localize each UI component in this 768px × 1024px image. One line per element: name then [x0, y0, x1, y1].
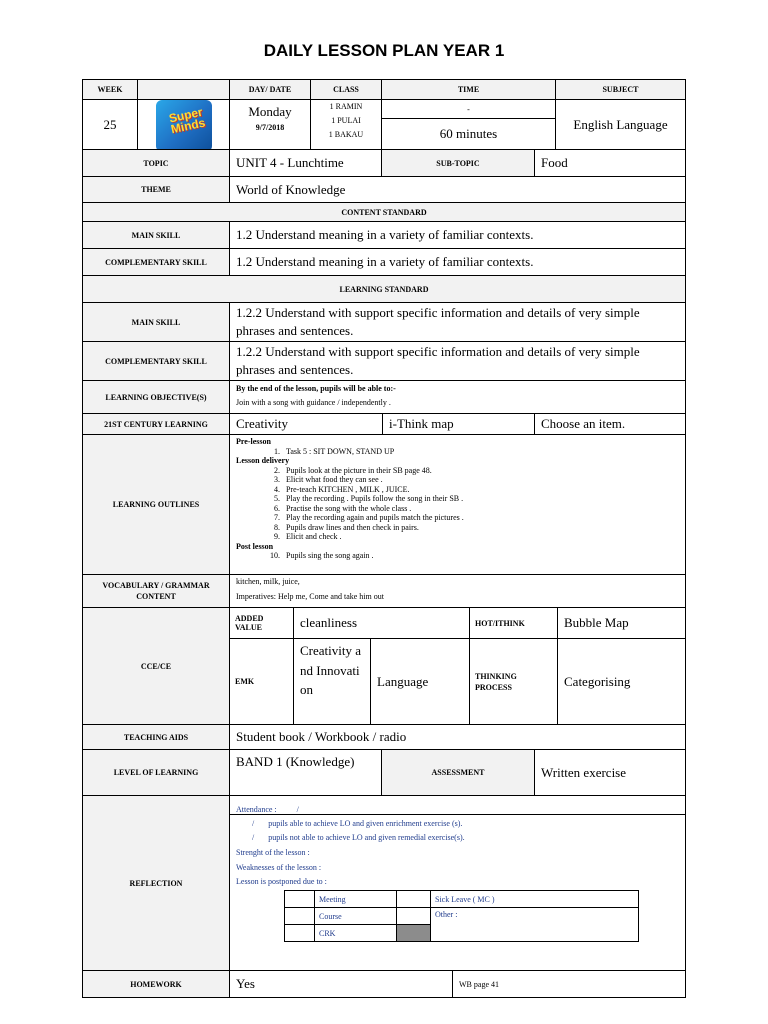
day-value: Monday	[248, 104, 292, 119]
time-value: 60 minutes	[381, 118, 556, 150]
c21-label: 21ST CENTURY LEARNING	[82, 413, 230, 435]
emk-creativity: Creativity and Innovation	[293, 638, 371, 725]
strength: Strenght of the lesson :	[236, 848, 310, 857]
c21-ithink: i-Think map	[382, 413, 535, 435]
homework-ref: WB page 41	[452, 970, 686, 998]
crk-label: CRK	[315, 925, 397, 942]
outline-item: 2. Pupils look at the picture in their SB page 48.	[274, 465, 432, 475]
lo-achieved: / pupils able to achieve LO and given enrichment exercise (s).	[252, 819, 463, 828]
c21-creativity: Creativity	[229, 413, 383, 435]
course-label: Course	[315, 908, 397, 925]
outline-item: 8. Pupils draw lines and then check in pairs.	[274, 522, 419, 532]
content-complementary-label: COMPLEMENTARY SKILL	[82, 248, 230, 276]
attendance-cell	[229, 795, 686, 815]
reflection-notes-cell	[229, 814, 686, 971]
added-value: cleanliness	[293, 607, 470, 639]
theme-value: World of Knowledge	[229, 176, 686, 203]
lo-not-achieved: / pupils not able to achieve LO and given remedial exercise(s).	[252, 833, 465, 842]
cce-label: CCE/CE	[82, 607, 230, 725]
attendance-slash: /	[296, 805, 299, 814]
objective-cell	[229, 380, 686, 414]
assessment-value: Written exercise	[534, 749, 686, 796]
outline-item: 9. Elicit and check .	[274, 532, 342, 541]
vocab-label: VOCABULARY / GRAMMAR CONTENT	[82, 574, 230, 608]
logo-header-cell	[137, 79, 230, 100]
class-item: 1 PULAI	[331, 116, 361, 125]
topic-value: UNIT 4 - Lunchtime	[229, 149, 382, 177]
aids-label: TEACHING AIDS	[82, 724, 230, 750]
lesson-plan-grid	[82, 79, 686, 999]
theme-label: THEME	[82, 176, 230, 203]
aids-value: Student book / Workbook / radio	[229, 724, 686, 750]
class-header: CLASS	[310, 79, 382, 100]
ls-complementary-value: 1.2.2 Understand with support specific information and details of very simple phrases and sentences.	[229, 341, 686, 381]
meeting-checkbox[interactable]	[285, 891, 315, 908]
topic-label: TOPIC	[82, 149, 230, 177]
ls-complementary-label: COMPLEMENTARY SKILL	[82, 341, 230, 381]
level-value: BAND 1 (Knowledge)	[229, 749, 382, 796]
outline-item: 3. Elicit what food they can see .	[274, 475, 383, 484]
other-checkbox[interactable]	[397, 908, 431, 925]
content-complementary-value: 1.2 Understand meaning in a variety of familiar contexts.	[229, 248, 686, 276]
homework-label: HOMEWORK	[82, 970, 230, 998]
postponed: Lesson is postponed due to :	[236, 877, 327, 886]
sick-leave-label: Sick Leave ( MC )	[431, 891, 639, 908]
day-header: DAY/ DATE	[229, 79, 311, 100]
emk-language: Language	[370, 638, 470, 725]
crk-checkbox[interactable]	[285, 925, 315, 942]
outline-item: 4. Pre-teach KITCHEN , MILK , JUICE.	[274, 484, 410, 494]
hot-label: HOT/ITHINK	[469, 607, 558, 639]
subtopic-value: Food	[534, 149, 686, 177]
lesson-delivery-heading: Lesson delivery	[236, 456, 290, 465]
other-label: Other :	[431, 908, 639, 942]
outline-item: 1. Task 5 : SIT DOWN, STAND UP	[274, 446, 395, 456]
page-title: DAILY LESSON PLAN YEAR 1	[263, 41, 505, 60]
attendance-label: Attendance :	[236, 805, 277, 814]
learning-standard-band: LEARNING STANDARD	[82, 275, 686, 303]
course-checkbox[interactable]	[285, 908, 315, 925]
ls-main-skill-label: MAIN SKILL	[82, 302, 230, 342]
sick-checkbox[interactable]	[397, 891, 431, 908]
objective-text: Join with a song with guidance / independently .	[236, 398, 391, 407]
class-list-cell	[310, 99, 382, 150]
subtopic-label: SUB-TOPIC	[381, 149, 535, 177]
date-value: 9/7/2018	[255, 123, 285, 132]
hot-value: Bubble Map	[557, 607, 686, 639]
grammar-content: Imperatives: Help me, Come and take him out	[236, 592, 384, 601]
week-value: 25	[82, 99, 138, 150]
pre-lesson-heading: Pre-lesson	[236, 437, 271, 446]
post-lesson-heading: Post lesson	[236, 541, 274, 551]
content-standard-band: CONTENT STANDARD	[82, 202, 686, 222]
added-value-label: ADDED VALUE	[229, 607, 294, 639]
content-main-skill-label: MAIN SKILL	[82, 221, 230, 249]
ls-main-skill-value: 1.2.2 Understand with support specific information and details of very simple phrases and sentences.	[229, 302, 686, 342]
outline-item: 5. Play the recording . Pupils follow the song in their SB .	[274, 494, 464, 503]
class-item: 1 RAMIN	[329, 102, 363, 111]
objective-label: LEARNING OBJECTIVE(S)	[82, 380, 230, 414]
weakness: Weaknesses of the lesson :	[236, 863, 322, 872]
outlines-label: LEARNING OUTLINES	[82, 434, 230, 575]
class-item: 1 BAKAU	[328, 130, 364, 139]
c21-choose[interactable]: Choose an item.	[534, 413, 686, 435]
homework-value: Yes	[229, 970, 453, 998]
day-date-cell	[229, 99, 311, 150]
shaded-cell	[397, 925, 431, 942]
content-main-skill-value: 1.2 Understand meaning in a variety of familiar contexts.	[229, 221, 686, 249]
week-header: WEEK	[82, 79, 138, 100]
vocab-words: kitchen, milk, juice,	[236, 577, 300, 586]
reflection-label: REFLECTION	[82, 795, 230, 971]
subject-header: SUBJECT	[555, 79, 686, 100]
meeting-label: Meeting	[315, 891, 397, 908]
subject-value: English Language	[555, 99, 686, 150]
outline-item: 7. Play the recording again and pupils match the pictures .	[274, 513, 464, 522]
postponed-reasons-table	[284, 890, 639, 942]
assessment-label: ASSESSMENT	[381, 749, 535, 796]
time-top-cell: -	[381, 99, 556, 119]
thinking-value: Categorising	[557, 638, 686, 725]
objective-intro: By the end of the lesson, pupils will be able to:-	[236, 384, 396, 393]
level-label: LEVEL OF LEARNING	[82, 749, 230, 796]
outline-item: 6. Practise the song with the whole class .	[274, 503, 412, 513]
outline-item: 10. Pupils sing the song again .	[270, 551, 374, 560]
vocab-cell	[229, 574, 686, 608]
outlines-cell	[229, 434, 686, 575]
book-cover-logo: Super Minds	[156, 100, 212, 150]
time-header: TIME	[381, 79, 556, 100]
emk-label: EMK	[229, 638, 294, 725]
book-cover-cell	[137, 99, 230, 150]
thinking-label: THINKING PROCESS	[469, 638, 558, 725]
